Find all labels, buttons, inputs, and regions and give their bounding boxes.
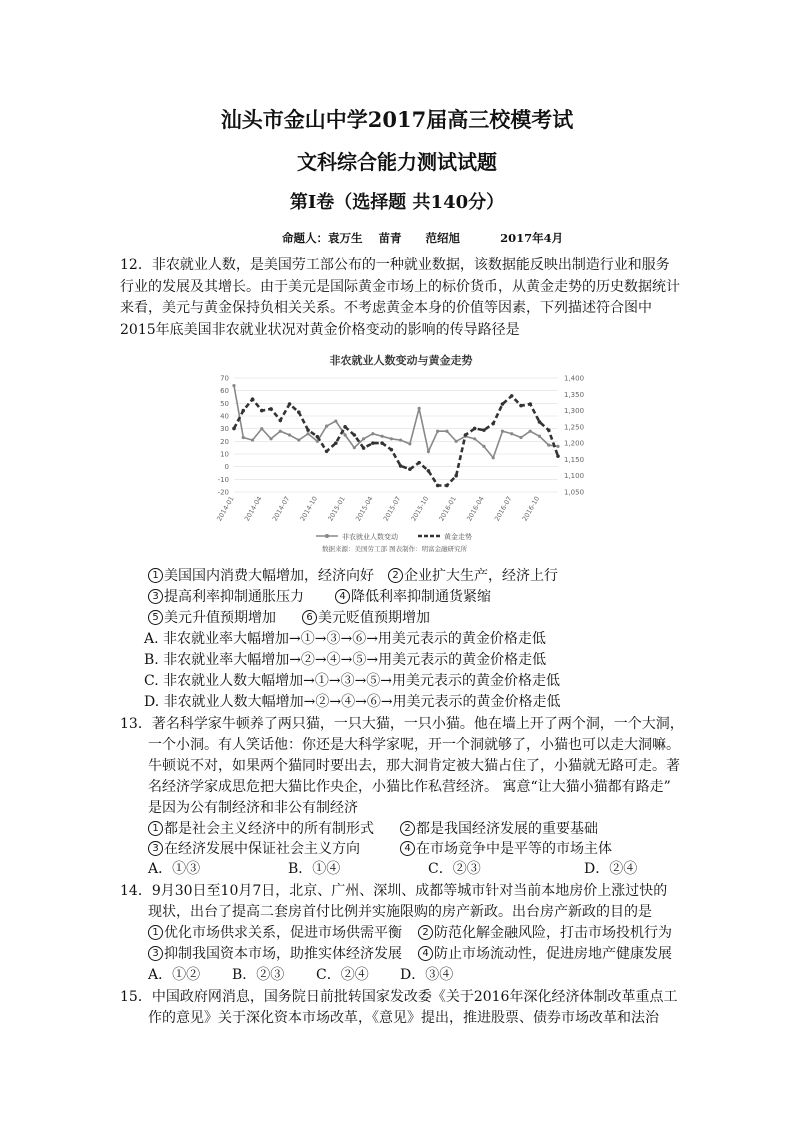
gold-point <box>417 461 421 465</box>
gold-point <box>297 410 301 414</box>
q13-choice-c: C．②③ <box>428 861 481 877</box>
q12-item-5: 5 美元升值预期增加 <box>148 607 276 627</box>
gold-point <box>251 397 255 401</box>
left-tick-label: 20 <box>220 437 229 446</box>
x-tick-label: 2014-04 <box>242 495 264 523</box>
right-tick-label: 1,300 <box>564 407 585 416</box>
q14-item-3: 3 抑制我国资本市场，助推实体经济发展 <box>148 943 402 963</box>
q12-item-3: 3 提高利率抑制通胀压力 <box>148 586 304 606</box>
q13-choice-b: B．①④ <box>288 861 341 877</box>
q14-choice-c: C．②④ <box>316 967 369 983</box>
left-tick-label: 0 <box>224 463 229 472</box>
x-tick-label: 2015-04 <box>354 495 375 523</box>
author-line <box>282 230 563 246</box>
exam-date: 2017年4月 <box>500 231 564 245</box>
gold-point <box>408 467 412 471</box>
q14-line-2: 现状，出台了提高二套房首付比例并实施限购的房产新政。出台房产新政的目的是 <box>148 904 652 920</box>
right-tick-label: 1,250 <box>564 423 585 432</box>
payroll-point <box>455 440 458 443</box>
question-12-text: 12．非农就业人数，是美国劳工部公布的一种就业数据，该数据能反映出制造行业和服务行业的发展及其增长。由于美元是国际黄金市场上的标价货币，从黄金走势的历史数据统计来看，美元与黄金保持负相关关系。不考虑黄金本身的价值等因素，下列描述符合图中2015年底美国非农就业状况对黄金价格变动的影响的传导路径是 <box>120 257 680 338</box>
gold-point <box>454 474 458 478</box>
q14-item-4: 4 防止市场流动性，促进房地产健康发展 <box>418 943 672 963</box>
payroll-point <box>316 440 319 443</box>
payroll-point <box>408 442 411 445</box>
q15-line-2: 作的意见》关于深化资本市场改革，《意见》提出，推进股票、债券市场改革和法治 <box>148 1010 659 1026</box>
q13-choice-a: A．①③ <box>148 861 201 877</box>
q13-choice-d: D．②④ <box>584 861 638 877</box>
gold-point <box>371 441 375 445</box>
chart-title: 非农就业人数变动与黄金走势 <box>329 354 473 367</box>
gold-point <box>390 448 394 452</box>
gold-point <box>547 428 551 432</box>
gold-point <box>445 484 449 488</box>
payroll-point <box>529 430 532 433</box>
payroll-point <box>251 438 254 441</box>
q14-item-2: 2 防范化解金融风险，打击市场投机行为 <box>418 922 672 942</box>
x-tick-label: 2014-07 <box>270 495 292 523</box>
x-tick-label: 2015-01 <box>326 495 347 523</box>
gold-point <box>241 409 245 413</box>
left-tick-label: -20 <box>217 488 229 497</box>
gold-point <box>306 428 310 432</box>
series-line-gold <box>234 396 558 486</box>
q12-item-1: 1 美国国内消费大幅增加，经济向好 <box>148 565 374 585</box>
gold-point <box>269 407 273 411</box>
payroll-point <box>242 436 245 439</box>
payroll-point <box>306 432 309 435</box>
payroll-point <box>288 433 291 436</box>
q13-line-2: 一个小洞。有人笑话他：你还是大科学家呢，开一个洞就够了，小猫也可以走大洞嘛。 <box>148 737 680 753</box>
x-tick-label: 2016-01 <box>437 495 458 523</box>
payroll-point <box>353 446 356 449</box>
payroll-point <box>547 444 550 447</box>
exam-title: 汕头市金山中学2017届高三校模考试 <box>220 107 574 132</box>
chart-source: 数据来源：美国劳工部 图表制作：明富金融研究所 <box>322 545 468 553</box>
payroll-point <box>297 438 300 441</box>
gold-point <box>464 433 468 437</box>
q12-item-4: 4 降低利率抑制通货紧缩 <box>335 586 491 606</box>
gold-point <box>325 449 329 453</box>
legend-gold: 黄金走势 <box>444 533 472 541</box>
exam-subtitle: 文科综合能力测试试题 <box>297 150 497 174</box>
gold-point <box>473 427 477 431</box>
payroll-point <box>334 419 337 422</box>
gold-point <box>232 427 236 431</box>
x-tick-label: 2015-10 <box>409 495 431 523</box>
q15-line-1: 15．中国政府网消息，国务院日前批转国家发改委《关于2016年深化经济体制改革重点工 <box>120 989 678 1005</box>
payroll-point <box>390 437 393 440</box>
left-tick-label: 60 <box>220 387 229 396</box>
q14-choice-a: A．①② <box>148 967 201 983</box>
q13-line-1: 13．著名科学家牛顿养了两只猫，一只大猫，一只小猫。他在墙上开了两个洞，一个大洞， <box>120 716 684 732</box>
q12-item-6: 6 美元贬值预期增加 <box>302 607 430 627</box>
payroll-point <box>473 437 476 440</box>
payroll-point <box>436 430 439 433</box>
q12-choice-a: A. 非农就业率大幅增加→①→③→⑥→用美元表示的黄金价格走低 <box>144 631 546 647</box>
x-tick-label: 2015-07 <box>381 495 403 523</box>
q14-item-1: 1 优化市场供求关系，促进市场供需平衡 <box>148 922 402 942</box>
right-tick-label: 1,150 <box>564 455 585 464</box>
gold-point <box>278 419 282 423</box>
gold-point <box>353 433 357 437</box>
q12-choice-b: B. 非农就业率大幅增加→②→④→⑤→用美元表示的黄金价格走低 <box>144 652 547 668</box>
x-tick-label: 2016-04 <box>465 495 486 523</box>
x-tick-label: 2014-10 <box>298 495 320 523</box>
payroll-point <box>427 450 430 453</box>
right-tick-label: 1,400 <box>564 374 585 383</box>
q14-choice-d: D．③④ <box>400 967 454 983</box>
payroll-point <box>519 436 522 439</box>
gold-point <box>343 425 347 429</box>
q13-line-4: 名经济学家成思危把大猫比作央企，小猫比作私营经济。 寓意“让大猫小猫都有路走” <box>148 779 671 795</box>
q14-line-1: 14．9月30日至10月7日，北京、广州、深圳、成都等城市针对当前本地房价上涨过快的 <box>120 883 668 899</box>
gold-point <box>399 464 403 468</box>
q13-item-4: 4 在市场竞争中是平等的市场主体 <box>400 838 612 858</box>
gold-point <box>362 446 366 450</box>
gold-point <box>436 484 440 488</box>
payroll-point <box>418 407 421 410</box>
q13-line-5: 是因为公有制经济和非公有制经济 <box>148 800 358 816</box>
gold-point <box>316 435 320 439</box>
q12-choice-c: C. 非农就业人数大幅增加→①→③→⑤→用美元表示的黄金价格走低 <box>144 673 561 689</box>
gold-point <box>528 402 532 406</box>
gold-point <box>334 441 338 445</box>
gold-point <box>538 420 542 424</box>
payroll-point <box>325 425 328 428</box>
q13-item-1: 1 都是社会主义经济中的所有制形式 <box>148 818 374 838</box>
gold-point <box>501 402 505 406</box>
left-tick-label: 40 <box>220 412 229 421</box>
q13-item-3: 3 在经济发展中保证社会主义方向 <box>148 838 360 858</box>
x-tick-label: 2016-10 <box>520 495 542 523</box>
right-tick-label: 1,200 <box>564 439 585 448</box>
gold-vs-payroll-chart <box>196 344 606 554</box>
right-tick-label: 1,100 <box>564 472 585 481</box>
x-tick-label: 2014-01 <box>215 495 236 523</box>
payroll-point <box>501 430 504 433</box>
payroll-point <box>399 438 402 441</box>
payroll-point <box>556 445 559 448</box>
gold-point <box>427 469 431 473</box>
gold-point <box>519 404 523 408</box>
left-tick-label: 70 <box>220 374 229 383</box>
payroll-point <box>492 456 495 459</box>
legend-payroll: 非农就业人数变动 <box>342 533 398 541</box>
q12-choice-d: D. 非农就业人数大幅增加→②→④→⑥→用美元表示的黄金价格走低 <box>144 694 561 710</box>
payroll-point <box>482 445 485 448</box>
gold-point <box>260 409 264 413</box>
left-tick-label: 50 <box>220 399 229 408</box>
payroll-point <box>371 432 374 435</box>
right-tick-label: 1,050 <box>564 488 585 497</box>
q14-choice-b: B．②③ <box>232 967 285 983</box>
section-title: 第I卷（选择题 共140分） <box>289 192 505 213</box>
author-names: 袁万生 苗青 范绍旭 <box>328 231 461 245</box>
gold-point <box>482 428 486 432</box>
gold-point <box>380 441 384 445</box>
chart-legend <box>316 532 472 541</box>
payroll-point <box>538 435 541 438</box>
payroll-point <box>232 384 235 387</box>
payroll-point <box>445 430 448 433</box>
left-tick-label: 30 <box>220 425 229 434</box>
gold-point <box>288 402 292 406</box>
payroll-point <box>279 430 282 433</box>
right-tick-label: 1,350 <box>564 390 585 399</box>
q13-line-3: 牛顿说不对，如果两个猫同时要出去，那大洞肯定被大猫占住了，小猫就无路可走。著 <box>148 758 680 774</box>
left-tick-label: 10 <box>220 450 229 459</box>
gold-point <box>491 422 495 426</box>
gold-point <box>510 394 514 398</box>
q12-item-2: 2 企业扩大生产，经济上行 <box>388 565 558 585</box>
payroll-point <box>381 435 384 438</box>
gold-point <box>556 454 560 458</box>
x-tick-label: 2016-07 <box>492 495 514 523</box>
payroll-point <box>343 433 346 436</box>
author-label: 命题人： <box>282 231 328 245</box>
left-tick-label: -10 <box>217 475 229 484</box>
payroll-point <box>269 437 272 440</box>
payroll-point <box>510 432 513 435</box>
payroll-point <box>260 427 263 430</box>
q13-item-2: 2 都是我国经济发展的重要基础 <box>400 818 598 838</box>
payroll-point <box>362 437 365 440</box>
